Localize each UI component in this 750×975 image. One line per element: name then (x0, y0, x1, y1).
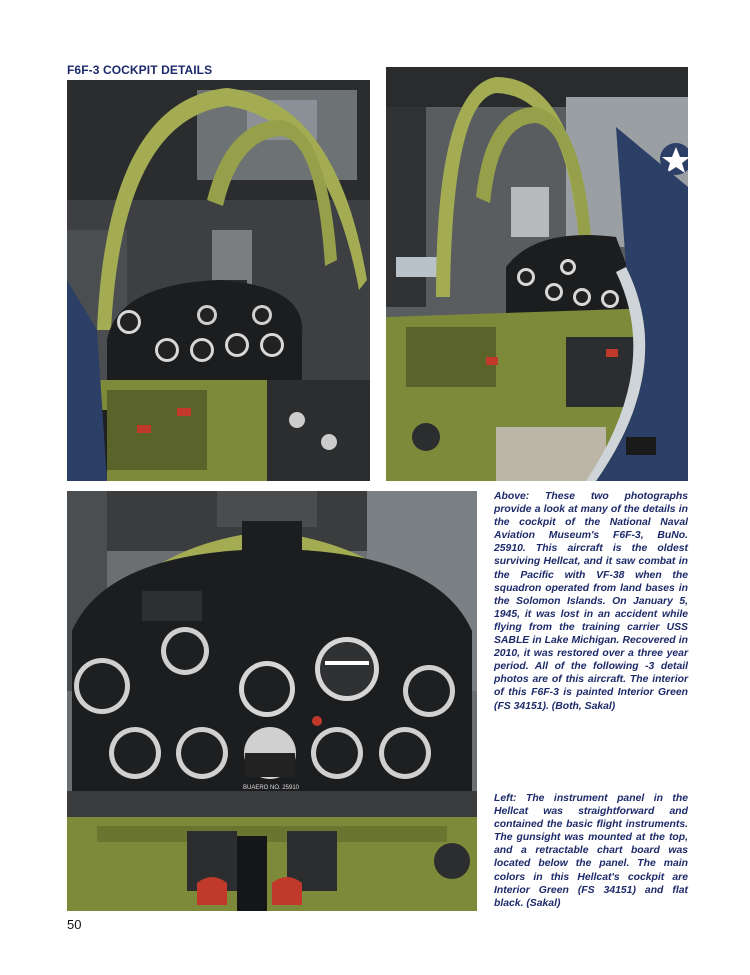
section-title: F6F-3 COCKPIT DETAILS (67, 63, 213, 77)
caption-left: Left: The instrument panel in the Hellcat was straightforward and contained the basic flight instruments. The gunsight was mounted at the top, and a retractable chart board was located below the panel. The main colors in this Hellcat's cockpit are Interior Green (FS 34151) and flat black. (Sakal) (494, 793, 688, 909)
photo-cockpit-front-left (67, 80, 370, 481)
photo-instrument-panel (67, 491, 477, 911)
bureau-number-plate: BUAERO NO. 25910 (242, 785, 300, 791)
photo-cockpit-front-right (386, 67, 688, 481)
page-number: 50 (67, 917, 82, 932)
caption-above: Above: These two photographs provide a look at many of the details in the cockpit of the National Naval Aviation Museum's F6F-3, BuNo. 25910. This aircraft is the oldest surviving Hellcat, and it saw combat in the Pacific with VF-38 when the squadron operated from land bases in the Solomon Islands. On January 5, 1945, it was lost in an accident while flying from the training carrier USS SABLE in Lake Michigan. Recovered in 2010, it was restored over a three year period. All of the following -3 detail photos are of this aircraft. The interior of this F6F-3 is painted Interior Green (FS 34151). (Both, Sakal) (494, 491, 688, 712)
